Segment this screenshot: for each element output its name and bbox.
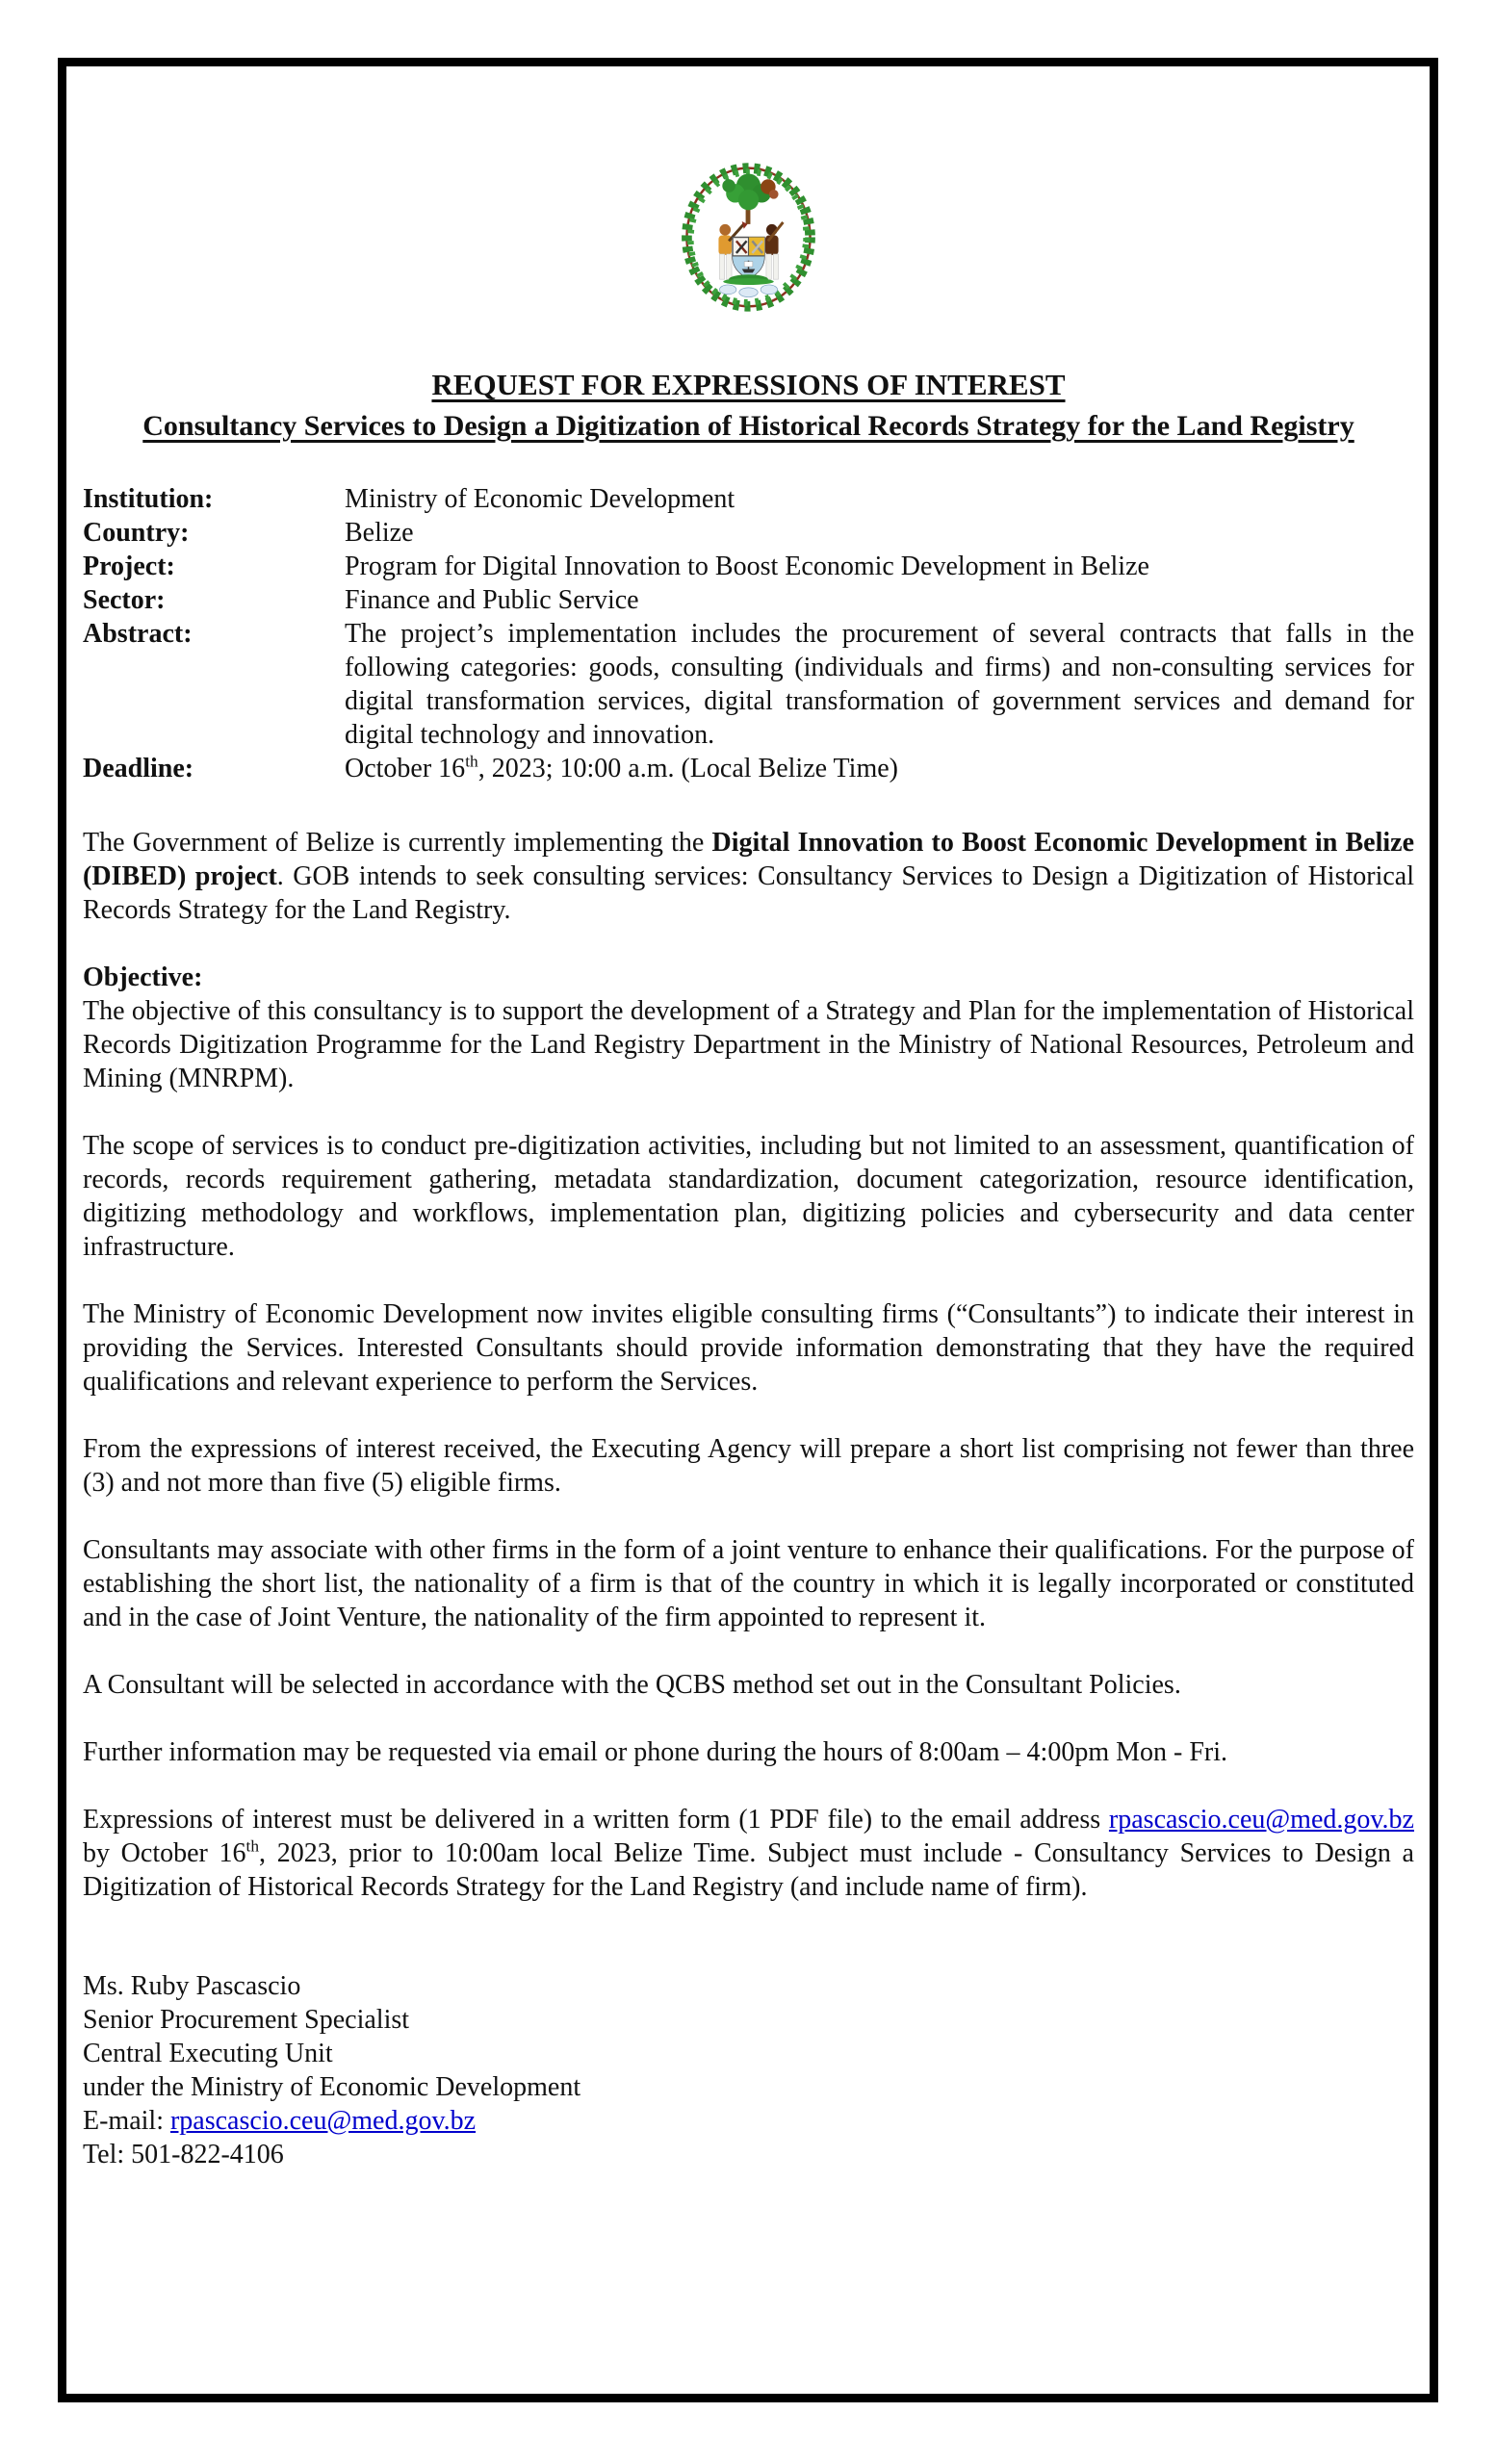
- paragraph-intro: [83, 826, 1414, 927]
- country-value: Belize: [345, 518, 414, 548]
- paragraph-shortlist: From the expressions of interest received, the Executing Agency will prepare a short list comprising not fewer than three (3) and not more than five (5) eligible firms.: [83, 1434, 1414, 1498]
- project-value: Program for Digital Innovation to Boost Economic Development in Belize: [345, 552, 1149, 581]
- title-block: [83, 366, 1414, 446]
- info-row-abstract: [83, 617, 1414, 752]
- document-border-frame: [58, 58, 1438, 2402]
- submission-ordinal-suffix: th: [245, 1836, 260, 1856]
- page-title: REQUEST FOR EXPRESSIONS OF INTEREST: [431, 368, 1066, 401]
- deadline-time: , 2023; 10:00 a.m. (Local Belize Time): [477, 754, 898, 783]
- paragraph-invitation: The Ministry of Economic Development now invites eligible consulting firms (“Consultants”) to indicate their interest in providing the Services. Interested Consultants should provide information demonstrating that they have the required qualifications and relevant experience to perform the Services.: [83, 1299, 1414, 1397]
- deadline-ordinal-suffix: th: [465, 752, 478, 771]
- sector-label: Sector:: [83, 585, 166, 615]
- institution-label: Institution:: [83, 484, 214, 514]
- objective-heading: Objective:: [83, 962, 203, 992]
- submission-text-mid: by October 16: [83, 1838, 246, 1868]
- contact-name: Ms. Ruby Pascascio: [83, 1971, 301, 2001]
- info-row-sector: [83, 583, 1414, 617]
- paragraph-joint-venture: Consultants may associate with other firms in the form of a joint venture to enhance their qualifications. For the purpose of establishing the short list, the nationality of a firm is that of the country in which it is legally incorporated or constituted and in the case of Joint Venture, the nationality of the firm appointed to represent it.: [83, 1535, 1414, 1632]
- contact-title: Senior Procurement Specialist: [83, 2005, 410, 2035]
- belize-coat-of-arms-logo: [669, 157, 828, 316]
- abstract-label: Abstract:: [83, 619, 193, 649]
- info-row-country: [83, 516, 1414, 550]
- paragraph-selection-method: A Consultant will be selected in accordance with the QCBS method set out in the Consultant Policies.: [83, 1670, 1181, 1700]
- logo-container: [83, 157, 1414, 316]
- contact-ministry: under the Ministry of Economic Development: [83, 2072, 581, 2102]
- project-name-bold: Digital Innovation to Boost Economic Development in Belize (DIBED) project: [83, 828, 1414, 891]
- institution-value: Ministry of Economic Development: [345, 484, 735, 514]
- contact-block: [83, 1969, 1414, 2171]
- sector-value: Finance and Public Service: [345, 585, 639, 615]
- submission-email-link[interactable]: rpascascio.ceu@med.gov.bz: [1108, 1805, 1414, 1835]
- paragraph-further-info: Further information may be requested via email or phone during the hours of 8:00am – 4:00pm Mon - Fri.: [83, 1737, 1227, 1767]
- intro-text-post: . GOB intends to seek consulting services: Consultancy Services to Design a Digitization of Historical Records Strategy for the Land Registry.: [83, 861, 1414, 925]
- intro-text-pre: The Government of Belize is currently implementing the: [83, 828, 712, 858]
- paragraph-scope: The scope of services is to conduct pre-digitization activities, including but not limited to an assessment, quantification of records, records requirement gathering, metadata standardization, document categorization, resource identification, digitizing methodology and workflows, implementation plan, digitizing policies and cybersecurity and data center infrastructure.: [83, 1131, 1414, 1262]
- deadline-value: [345, 752, 1414, 785]
- info-row-project: [83, 550, 1414, 583]
- deadline-label: Deadline:: [83, 754, 194, 783]
- info-row-institution: [83, 482, 1414, 516]
- submission-text-pre: Expressions of interest must be delivered in a written form (1 PDF file) to the email address: [83, 1805, 1109, 1835]
- project-info-table: [83, 482, 1414, 785]
- country-label: Country:: [83, 518, 190, 548]
- paragraph-objective: The objective of this consultancy is to support the development of a Strategy and Plan for the implementation of Historical Records Digitization Programme for the Land Registry Department in the Ministry of National Resources, Petroleum and Mining (MNRPM).: [83, 996, 1414, 1093]
- contact-email-link[interactable]: rpascascio.ceu@med.gov.bz: [169, 2106, 477, 2136]
- deadline-date: October 16: [345, 754, 466, 783]
- contact-unit: Central Executing Unit: [83, 2039, 333, 2068]
- contact-email-line: [83, 2104, 1414, 2138]
- submission-text-post: , 2023, prior to 10:00am local Belize Time. Subject must include - Consultancy Services to Design a Digitization of Historical Records Strategy for the Land Registry (and include name of firm).: [83, 1838, 1414, 1902]
- email-label: E-mail:: [83, 2106, 170, 2136]
- page-subtitle: Consultancy Services to Design a Digitization of Historical Records Strategy for the Land Registry: [142, 410, 1354, 442]
- abstract-value: The project’s implementation includes the procurement of several contracts that falls in the following categories: goods, consulting (individuals and firms) and non-consulting services for digital transformation services, digital transformation of government services and demand for digital technology and innovation.: [345, 619, 1414, 750]
- info-row-deadline: [83, 752, 1414, 785]
- project-label: Project:: [83, 552, 175, 581]
- paragraph-submission: [83, 1803, 1414, 1904]
- contact-tel: Tel: 501-822-4106: [83, 2140, 284, 2169]
